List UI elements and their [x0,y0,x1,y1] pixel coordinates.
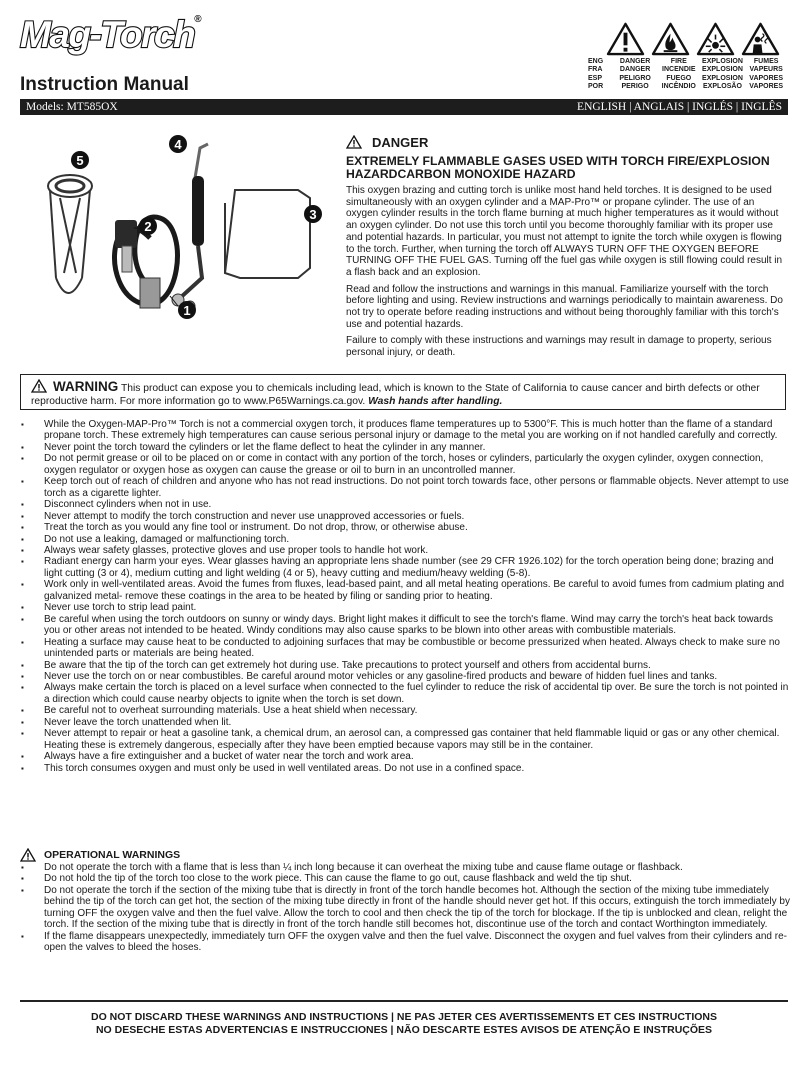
manual-title: Instruction Manual [20,74,189,95]
svg-text:2: 2 [144,219,152,234]
list-item: ▪ Do not use a leaking, damaged or malfunctioning torch. [20,534,790,545]
footer-line: NO DESECHE ESTAS ADVERTENCIAS E INSTRUCCIONES | NÃO DESCARTE ESTES AVISOS DE ATENÇÃO E INSTRUÇÕES [95,1024,713,1036]
hazard-word: FUEGO [666,74,692,82]
hazard-word: DANGER [619,58,651,65]
warning-triangle-icon [20,848,36,862]
callout-5 [71,151,89,169]
lang-code: ENG [588,58,604,65]
list-item: ▪ Always wear safety glasses, protective gloves and use proper tools to handle hot work. [20,545,790,556]
hazard-word: PERIGO [621,83,649,91]
danger-header [346,134,788,150]
prop65-warning-box [20,374,786,410]
hazard-word: FIRE [670,58,687,65]
list-item: ▪ While the Oxygen-MAP-Pro™ Torch is not a commercial oxygen torch, it produces flame temperatures up to 5300°F. This is much hotter than the flame of a standard propane torch. These extremely high temperatures can cause serious personal injury or damage to the metal you are working on if not handled carefully and correctly. [20,419,790,442]
torch-illustration [172,144,208,311]
safety-warnings-list [20,419,790,774]
torch-kit-diagram [30,128,330,360]
list-item: ▪ Heating a surface may cause heat to be conducted to adjoining surfaces that may be combustible or become pressurized when heated. Always check to make sure no unintended parts or materials are being heated. [20,637,790,660]
list-item: ▪ Never use torch to strip lead paint. [20,602,790,613]
hazard-word: EXPLOSION [702,66,743,74]
list-item: ▪ Radiant energy can harm your eyes. Wear glasses having an appropriate lens shade number (see 29 CFR 1926.102) for the torch operation being done; brazing and light cutting (3 or 4), medium cutting and light welding (4 or 5), heavy cutting and medium/heavy welding (5-8). [20,556,790,579]
hazard-word: EXPLOSÃO [703,83,742,91]
svg-text:3: 3 [309,207,317,222]
hazard-word: INCÊNDIO [661,83,696,91]
list-item: ▪ Treat the torch as you would any fine tool or instrument. Do not drop, throw, or otherwise abuse. [20,522,790,533]
hazard-word: VAPORES [749,83,784,91]
hazard-word: PELIGRO [619,74,651,82]
hazard-word: VAPORES [749,74,784,82]
hazard-word: FUMES [753,58,779,65]
footer-divider [20,1000,788,1002]
explosion-icon [696,22,735,56]
list-item: ▪ If the flame disappears unexpectedly, immediately turn OFF the oxygen valve and then the fuel valve. Disconnect the oxygen and fuel valves from their cylinders and re-open the valves to bleed the hoses. [20,931,790,954]
hazard-word: EXPLOSION [702,74,743,82]
list-item: ▪ Be careful when using the torch outdoors on sunny or windy days. Bright light makes it difficult to see the torch's flame. Wind may carry the torch's heat back towards you or other areas not intended to be heated. Windy conditions may also cause sparks to be blown into other areas with combustible materials. [20,614,790,637]
list-item: ▪ Be aware that the tip of the torch can get extremely hot during use. Take precautions to protect yourself and others from accidental burns. [20,660,790,671]
languages-label: ENGLISH | ANGLAIS | INGLÉS | INGLÊS [577,101,782,113]
svg-text:1: 1 [183,303,191,318]
brand-name: Mag-Torch [20,14,195,55]
warning-emphasis: Wash hands after handling. [368,396,503,407]
lang-code: FRA [588,66,603,74]
callout-3 [304,205,322,223]
svg-text:4: 4 [174,137,182,152]
list-item: ▪ Do not hold the tip of the torch too close to the work piece. This can cause the flame to go out, cause flashback and weld the tip shut. [20,873,790,884]
list-item: ▪ Never attempt to repair or heat a gasoline tank, a chemical drum, an aerosol can, a compressed gas container that held flammable liquid or gas or any other chemical. Heating these is extremely dangerous, especially after they have been emptied because vapors may still be in the container. [20,728,790,751]
hazard-word: VAPEURS [749,66,783,74]
hazard-word: INCENDIE [662,66,696,74]
danger-paragraph: Failure to comply with these instructions and warnings may result in damage to property, serious personal injury, or death. [346,335,772,359]
operational-warnings-list [20,862,790,954]
list-item: ▪ Be careful not to overheat surrounding materials. Use a heat shield when necessary. [20,705,790,716]
list-item: ▪ Always have a fire extinguisher and a bucket of water near the torch and work area. [20,751,790,762]
lang-code: POR [588,83,604,91]
footer-notice [20,1011,788,1037]
list-item: ▪ Do not permit grease or oil to be placed on or come in contact with any portion of the torch, hoses or cylinders, particularly the oxygen cylinder, oxygen connection, oxygen regulator or oxygen hose as oxygen can cause the grease or oil to burn in an uncontrolled manner. [20,453,790,476]
danger-title: EXTREMELY FLAMMABLE GASES USED WITH TORCH FIRE/EXPLOSION HAZARDCARBON MONOXIDE HAZARD [346,154,770,181]
danger-paragraph: This oxygen brazing and cutting torch is unlike most hand held torches. It is designed to be used simultaneously with an oxygen cylinder and a MAP-Pro™ or propane cylinder. The use of an oxygen cylinder results in the torch flame burning at much higher temperatures as it would without an oxygen cylinder. Do not use this torch until you become thoroughly familiar with its proper use and potential hazards. In particular, you must not attempt to ignite the torch while oxygen is flowing to the torch. Further, when turning the torch off ALWAYS TURN OFF THE OXYGEN BEFORE TURNING OFF THE FUEL GAS. Turning off the fuel gas while oxygen is still flowing could result in a flash back and an explosion. [346,185,783,278]
fumes-person-icon [741,22,780,56]
warning-triangle-icon [346,135,362,149]
models-label: Models: MT585OX [26,101,118,113]
list-item: ▪ Never use the torch on or near combustibles. Be careful around motor vehicles or any gasoline-fired products and beware of hidden fuel lines and tanks. [20,671,790,682]
hazard-table [588,22,788,92]
operational-warnings-title: OPERATIONAL WARNINGS [44,849,181,861]
registered-mark: ® [194,14,201,25]
exclamation-warning-icon [606,22,645,56]
list-item: ▪ Do not operate the torch with a flame that is less than ¼ inch long because it can overheat the mixing tube and cause flame outage or flashback. [20,862,790,873]
flame-icon [651,22,690,56]
brand-logo [20,14,200,56]
hazard-word: EXPLOSION [702,58,743,65]
svg-text:5: 5 [76,153,84,168]
danger-paragraph: Read and follow the instructions and warnings in this manual. Familiarize yourself with the torch before lighting and using. Review instructions and warnings periodically to maintain awareness. Do not try to operate before reading instructions and without being thoroughly familiar with this torch's use and potential hazards. [346,283,783,330]
list-item: ▪ Never point the torch toward the cylinders or let the flame deflect to heat the cylinder in any manner. [20,442,790,453]
wire-stand-illustration [48,175,92,293]
lang-code: ESP [588,74,603,82]
operational-warnings-header [20,848,180,862]
list-item: ▪ Always make certain the torch is placed on a level surface when connected to the fuel cylinder to reduce the risk of accidental tip over. Be sure the torch is not pointed in a direction which could cause nearby objects to ignite when the torch is set down. [20,682,790,705]
warning-text: This product can expose you to chemicals including lead, which is known to the State of California to cause cancer and birth defects or other reproductive harm. For more information go to www.P65Warnings.ca.gov. [31,383,760,407]
hazard-word: DANGER [619,66,651,74]
list-item: ▪ This torch consumes oxygen and must only be used in well ventilated areas. Do not use in a confined space. [20,763,790,774]
warning-label: WARNING [53,379,119,394]
callout-4 [169,135,187,153]
list-item: ▪ Do not operate the torch if the section of the mixing tube that is directly in front of the torch handle becomes hot. Although the section of the mixing tube immediately behind the tip of the torch can get hot, the section of the mixing tube directly in front of the handle should never get hot. If this occurs, extinguish the torch immediately by turning OFF the oxygen valve and then the fuel valve. Allow the torch to cool and then check the tip of the torch for blockage. If the tip is unblocked and clean, relight the torch. If the section of the mixing tube that is directly in front of the torch handle still becomes hot, discontinue use of the torch and contact Worthington immediately. [20,885,790,931]
models-bar [20,99,788,115]
list-item: ▪ Work only in well-ventilated areas. Avoid the fumes from fluxes, lead-based paint, and all metal heating operations. Be careful to avoid fumes from cadmium plating and galvanized metal- remove these coatings in the area to be heated by filing or sanding prior to heating. [20,579,790,602]
list-item: ▪ Never leave the torch unattended when lit. [20,717,790,728]
danger-label: DANGER [372,134,429,150]
heat-shield-illustration [225,190,310,278]
warning-triangle-icon [31,379,47,393]
footer-line: DO NOT DISCARD THESE WARNINGS AND INSTRUCTIONS | NE PAS JETER CES AVERTISSEMENTS ET CES INSTRUCTIONS [91,1011,717,1023]
list-item: ▪ Disconnect cylinders when not in use. [20,499,790,510]
list-item: ▪ Never attempt to modify the torch construction and never use unapproved accessories or fuels. [20,511,790,522]
danger-section [346,134,788,359]
list-item: ▪ Keep torch out of reach of children and anyone who has not read instructions. Do not point torch towards face, other persons or flammable objects. Never attempt to use torch as a cigarette lighter. [20,476,790,499]
